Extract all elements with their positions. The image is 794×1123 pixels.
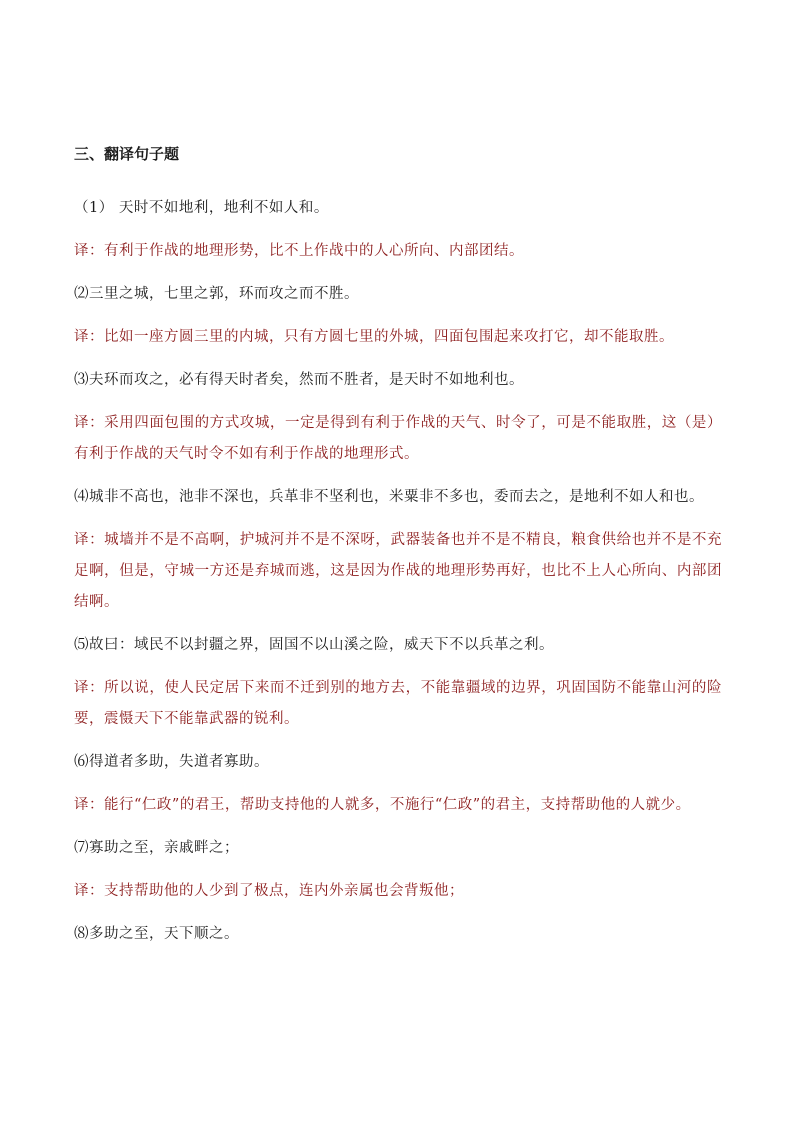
translation-2: 译：比如一座方圆三里的内城，只有方圆七里的外城，四面包围起来攻打它，却不能取胜。 [74, 329, 674, 345]
translation-list [74, 193, 722, 962]
original-sentence-7: ⑺寡助之至，亲戚畔之； [74, 840, 239, 856]
translation-1: 译：有利于作战的地理形势，比不上作战中的人心所向、内部团结。 [74, 243, 524, 259]
original-sentence-1: （1） 天时不如地利，地利不如人和。 [74, 200, 329, 216]
original-sentence-3: ⑶夫环而攻之，必有得天时者矣，然而不胜者，是天时不如地利也。 [74, 372, 524, 388]
translation-6: 译：能行“仁政”的君王，帮助支持他的人就多，不施行“仁政”的君主，支持帮助他的人就少。 [74, 797, 691, 813]
original-sentence-4: ⑷城非不高也，池非不深也，兵革非不坚利也，米粟非不多也，委而去之，是地利不如人和也。 [74, 489, 704, 505]
translation-7: 译：支持帮助他的人少到了极点，连内外亲属也会背叛他； [74, 883, 464, 899]
original-sentence-2: ⑵三里之城，七里之郭，环而攻之而不胜。 [74, 286, 359, 302]
translation-4: 译：城墙并不是不高啊，护城河并不是不深呀，武器装备也并不是不精良，粮食供给也并不是不充足啊，但是，守城一方还是弃城而逃，这是因为作战的地理形势再好，也比不上人心所向、内部团结啊。 [74, 532, 722, 610]
translation-3: 译：采用四面包围的方式攻城，一定是得到有利于作战的天气、时令了，可是不能取胜，这（是）有利于作战的天气时令不如有利于作战的地理形式。 [74, 415, 722, 462]
translation-5: 译：所以说，使人民定居下来而不迁到别的地方去，不能靠疆域的边界，巩固国防不能靠山河的险要，震慑天下不能靠武器的锐利。 [74, 680, 722, 727]
original-sentence-5: ⑸故曰：域民不以封疆之界，固国不以山溪之险，威天下不以兵革之利。 [74, 637, 554, 653]
original-sentence-8: ⑻多助之至，天下顺之。 [74, 926, 239, 942]
original-sentence-6: ⑹得道者多助，失道者寡助。 [74, 754, 269, 770]
section-title: 三、翻译句子题 [74, 145, 180, 163]
